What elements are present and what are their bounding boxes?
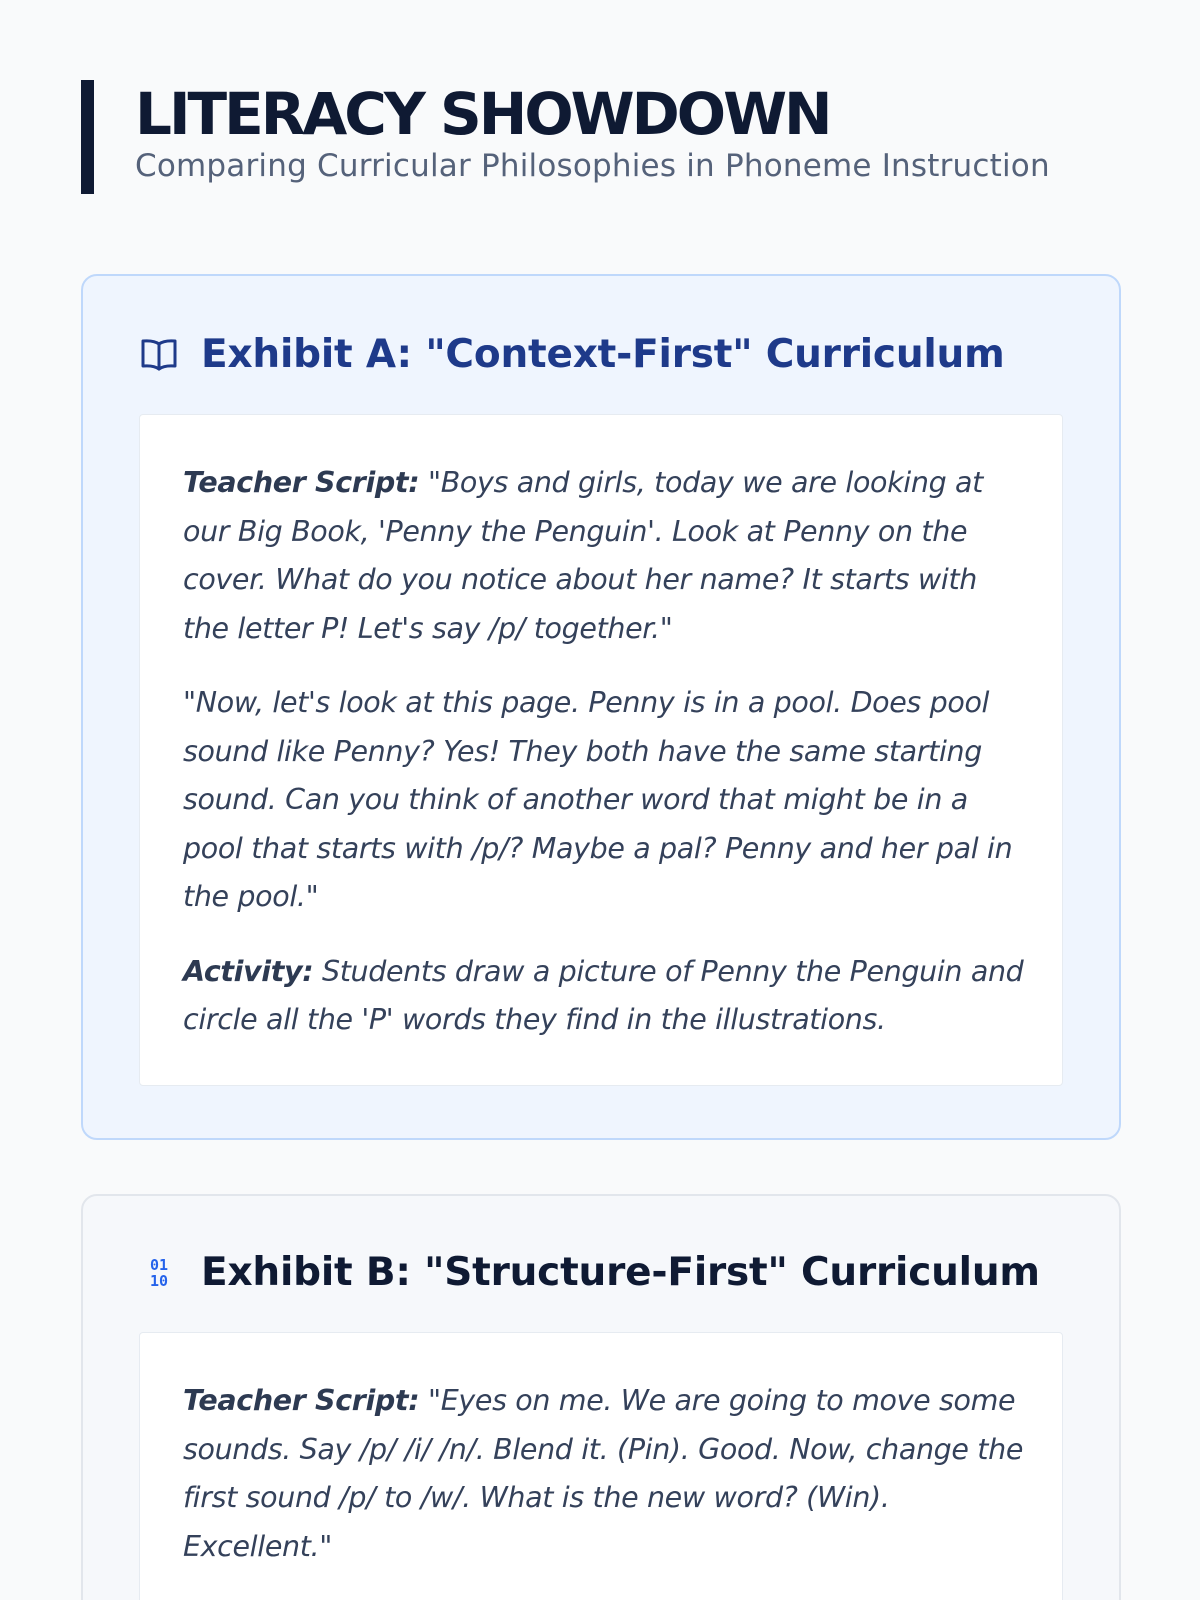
exhibit-b-heading	[139, 1250, 1063, 1296]
exhibit-a-title: Exhibit A: "Context-First" Curriculum	[201, 332, 1005, 377]
paragraph-text: "Now, let's look at this page. Penny is in a pool. Does pool sound like Penny? Yes! They both have the same starting sound. Can you think of another word that might be in a pool that starts with /p/? Maybe a pal? Penny and her pal in the pool."	[183, 686, 1013, 913]
exhibit-a-paragraph-3	[183, 948, 1024, 1045]
exhibit-b-script-box	[139, 1332, 1063, 1600]
exhibit-b-title: Exhibit B: "Structure-First" Curriculum	[201, 1250, 1040, 1295]
exhibit-b-card	[81, 1194, 1121, 1600]
open-book-icon	[139, 335, 179, 375]
exhibit-a-script-box	[139, 414, 1063, 1086]
exhibit-a-card	[81, 274, 1121, 1140]
exhibit-a-paragraph-1	[183, 459, 1024, 653]
paragraph-text: "Eyes on me. We are going to move some sounds. Say /p/ /i/ /n/. Blend it. (Pin). Good. Now, change the first sound /p/ to /w/. What is the new word? (Win). Excellent."	[183, 1384, 1024, 1563]
exhibit-a-paragraph-2	[183, 679, 1024, 922]
header-text	[94, 80, 1050, 194]
exhibit-b-paragraph-1	[183, 1377, 1024, 1571]
paragraph-lead-label: Teacher Script:	[183, 1384, 420, 1417]
exhibit-a-heading	[139, 332, 1063, 378]
binary-icon-top: 01	[149, 1256, 169, 1274]
header-accent-bar	[81, 80, 94, 194]
paragraph-text: Students draw a picture of Penny the Penguin and circle all the 'P' words they find in the illustrations.	[183, 954, 1024, 1036]
paragraph-lead-label: Teacher Script:	[183, 466, 420, 499]
binary-icon	[139, 1253, 179, 1293]
page-header	[81, 80, 1119, 194]
page-title: LITERACY SHOWDOWN	[135, 80, 830, 148]
paragraph-text: "Boys and girls, today we are looking at our Big Book, 'Penny the Penguin'. Look at Penny on the cover. What do you notice about her name? It starts with the letter P! Let's say /p/ together."	[183, 466, 983, 645]
page-subtitle: Comparing Curricular Philosophies in Phoneme Instruction	[135, 148, 1050, 184]
binary-icon-bottom: 10	[149, 1272, 169, 1290]
paragraph-lead-label: Activity:	[183, 954, 314, 988]
